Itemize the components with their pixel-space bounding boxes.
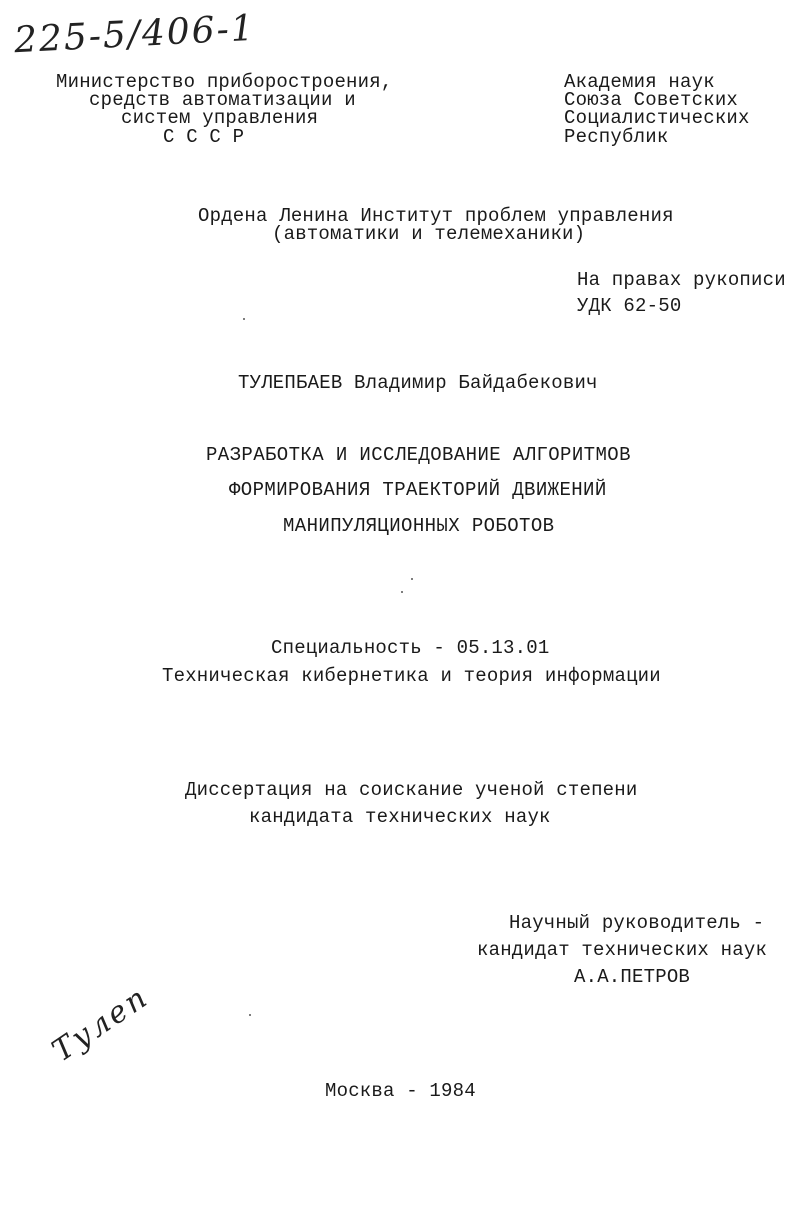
place-year: Москва - 1984 [325,1080,476,1102]
author-signature: Тулеп [46,979,156,1070]
ministry-line-1: Министерство приборостроения, [56,71,393,93]
ministry-line-4: С С С Р [163,126,245,148]
academy-line-1: Академия наук [564,71,715,93]
academy-line-2: Союза Советских [564,89,739,111]
institute-line-1: Ордена Ленина Институт проблем управления [198,205,674,227]
specialty-name: Техническая кибернетика и теория информации [162,665,661,687]
title-line-1: РАЗРАБОТКА И ИССЛЕДОВАНИЕ АЛГОРИТМОВ [206,444,631,466]
scan-speck [401,591,403,593]
institute-line-2: (автоматики и телемеханики) [272,223,586,245]
supervisor-name: А.А.ПЕТРОВ [574,966,691,988]
title-line-2: ФОРМИРОВАНИЯ ТРАЕКТОРИЙ ДВИЖЕНИЙ [229,479,607,501]
degree-line-1: Диссертация на соискание ученой степени [185,779,638,801]
author-name: ТУЛЕПБАЕВ Владимир Байдабекович [238,372,598,394]
archive-number: 225-5/406-1 [13,7,257,62]
scan-speck [249,1014,251,1016]
scan-speck [411,578,413,580]
udc-code: УДК 62-50 [577,295,682,317]
supervisor-degree: кандидат технических наук [477,939,768,961]
academy-line-3: Социалистических [564,107,750,129]
ministry-line-3: систем управления [121,107,319,129]
manuscript-rights-label: На правах рукописи [577,269,786,291]
supervisor-role: Научный руководитель - [509,912,765,934]
degree-line-2: кандидата технических наук [249,806,551,828]
specialty-code: Специальность - 05.13.01 [271,637,550,659]
academy-line-4: Республик [564,126,669,148]
scan-speck [243,318,245,320]
title-line-3: МАНИПУЛЯЦИОННЫХ РОБОТОВ [283,515,555,537]
ministry-line-2: средств автоматизации и [89,89,356,111]
